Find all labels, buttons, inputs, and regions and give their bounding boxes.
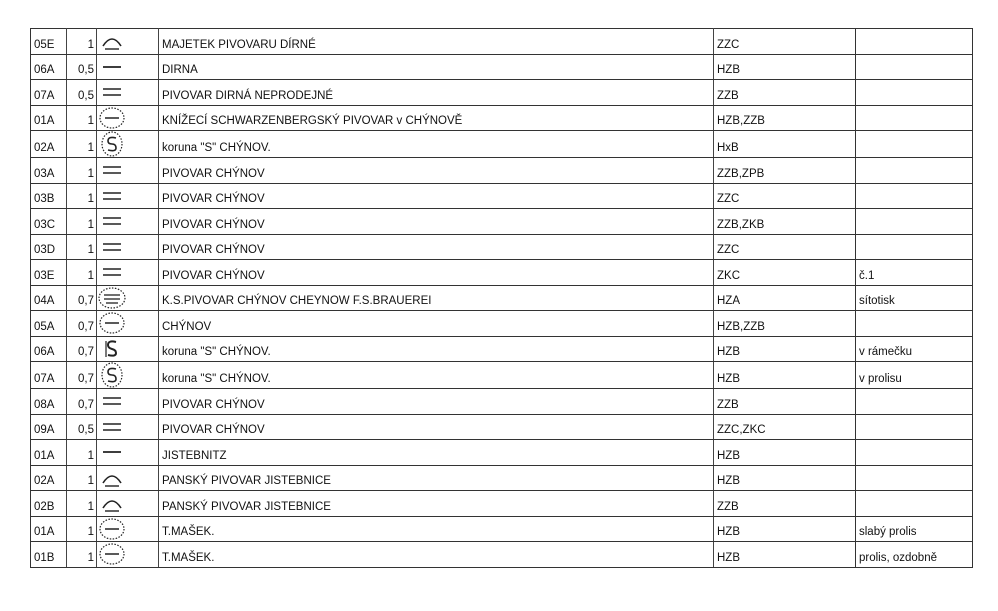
row-blank (127, 389, 159, 415)
row-type: HZB,ZZB (714, 105, 856, 131)
row-code: 05E (31, 29, 67, 55)
row-note: prolis, ozdobně (856, 542, 973, 568)
row-symbol (97, 183, 127, 209)
row-note (856, 105, 973, 131)
dotted-oval-icon (97, 542, 127, 566)
row-blank (127, 29, 159, 55)
row-type: ZZC,ZKC (714, 414, 856, 440)
row-code: 03D (31, 234, 67, 260)
row-note (856, 440, 973, 466)
row-blank (127, 285, 159, 311)
table-row (31, 80, 973, 106)
row-name: PIVOVAR CHÝNOV (159, 389, 714, 415)
row-size: 0,7 (67, 311, 97, 337)
row-name: T.MAŠEK. (159, 516, 714, 542)
row-symbol (97, 158, 127, 184)
row-note (856, 131, 973, 158)
double-line-icon (97, 185, 127, 207)
single-line-icon (97, 56, 127, 78)
row-blank (127, 414, 159, 440)
row-size: 0,7 (67, 389, 97, 415)
row-symbol (97, 80, 127, 106)
catalog-rows (31, 29, 973, 568)
row-code: 02B (31, 491, 67, 517)
row-code: 01A (31, 105, 67, 131)
single-line-icon (97, 441, 127, 463)
row-size: 1 (67, 516, 97, 542)
row-note (856, 234, 973, 260)
row-code: 07A (31, 362, 67, 389)
row-type: ZZB (714, 389, 856, 415)
row-name: PIVOVAR DIRNÁ NEPRODEJNÉ (159, 80, 714, 106)
row-name: koruna "S" CHÝNOV. (159, 336, 714, 362)
table-row (31, 465, 973, 491)
row-blank (127, 183, 159, 209)
row-symbol (97, 516, 127, 542)
double-line-icon (97, 210, 127, 232)
row-code: 08A (31, 389, 67, 415)
table-row (31, 158, 973, 184)
row-note: slabý prolis (856, 516, 973, 542)
row-size: 1 (67, 183, 97, 209)
row-type: ZZB,ZKB (714, 209, 856, 235)
double-line-icon (97, 261, 127, 283)
row-name: PIVOVAR CHÝNOV (159, 414, 714, 440)
row-note (856, 465, 973, 491)
row-symbol (97, 285, 127, 311)
row-name: KNÍŽECÍ SCHWARZENBERGSKÝ PIVOVAR v CHÝNOVĚ (159, 105, 714, 131)
row-code: 02A (31, 131, 67, 158)
row-type: HZB (714, 336, 856, 362)
table-row (31, 440, 973, 466)
row-code: 03B (31, 183, 67, 209)
double-line-icon (97, 236, 127, 258)
row-code: 06A (31, 336, 67, 362)
arch-icon (97, 492, 127, 514)
row-size: 1 (67, 29, 97, 55)
row-symbol (97, 542, 127, 568)
row-note (856, 29, 973, 55)
table-row (31, 54, 973, 80)
table-row (31, 285, 973, 311)
row-blank (127, 234, 159, 260)
row-type: ZZC (714, 183, 856, 209)
row-type: ZZB,ZPB (714, 158, 856, 184)
row-symbol (97, 336, 127, 362)
dotted-oval-lines-icon (97, 286, 127, 310)
row-blank (127, 336, 159, 362)
row-name: koruna "S" CHÝNOV. (159, 131, 714, 158)
row-code: 06A (31, 54, 67, 80)
row-symbol (97, 131, 127, 158)
row-symbol (97, 465, 127, 491)
row-type: HZB (714, 516, 856, 542)
row-type: ZZC (714, 234, 856, 260)
row-blank (127, 440, 159, 466)
row-size: 0,7 (67, 336, 97, 362)
table-row (31, 260, 973, 286)
row-size: 1 (67, 105, 97, 131)
row-blank (127, 158, 159, 184)
row-name: PANSKÝ PIVOVAR JISTEBNICE (159, 465, 714, 491)
row-symbol (97, 105, 127, 131)
row-size: 1 (67, 209, 97, 235)
row-symbol (97, 491, 127, 517)
row-size: 0,7 (67, 285, 97, 311)
dotted-oval-icon (97, 106, 127, 130)
row-code: 02A (31, 465, 67, 491)
row-blank (127, 542, 159, 568)
row-type: HZB (714, 542, 856, 568)
row-note (856, 183, 973, 209)
row-symbol (97, 362, 127, 389)
row-type: ZZC (714, 29, 856, 55)
double-line-icon (97, 159, 127, 181)
row-symbol (97, 54, 127, 80)
row-code: 09A (31, 414, 67, 440)
row-blank (127, 105, 159, 131)
row-name: koruna "S" CHÝNOV. (159, 362, 714, 389)
row-type: ZKC (714, 260, 856, 286)
row-note (856, 389, 973, 415)
row-size: 1 (67, 542, 97, 568)
row-blank (127, 362, 159, 389)
row-size: 0,5 (67, 414, 97, 440)
row-note (856, 209, 973, 235)
arch-icon (97, 467, 127, 489)
table-row (31, 311, 973, 337)
row-name: PIVOVAR CHÝNOV (159, 209, 714, 235)
row-code: 03A (31, 158, 67, 184)
dotted-oval-icon (97, 311, 127, 335)
table-row (31, 491, 973, 517)
double-line-icon (97, 81, 127, 103)
table-row (31, 389, 973, 415)
row-blank (127, 209, 159, 235)
row-code: 07A (31, 80, 67, 106)
row-name: PIVOVAR CHÝNOV (159, 183, 714, 209)
dotted-oval-s-icon (97, 362, 127, 388)
row-note: č.1 (856, 260, 973, 286)
row-name: PIVOVAR CHÝNOV (159, 260, 714, 286)
row-code: 04A (31, 285, 67, 311)
row-note (856, 491, 973, 517)
row-name: PIVOVAR CHÝNOV (159, 158, 714, 184)
row-name: PIVOVAR CHÝNOV (159, 234, 714, 260)
row-type: HZB,ZZB (714, 311, 856, 337)
table-row (31, 131, 973, 158)
row-type: HZB (714, 465, 856, 491)
row-size: 0,5 (67, 54, 97, 80)
double-line-icon (97, 416, 127, 438)
row-type: HZB (714, 54, 856, 80)
row-size: 1 (67, 491, 97, 517)
arch-icon (97, 30, 127, 52)
row-name: DIRNA (159, 54, 714, 80)
row-type: HZB (714, 440, 856, 466)
dotted-oval-s-icon (97, 131, 127, 157)
row-note (856, 80, 973, 106)
row-name: JISTEBNITZ (159, 440, 714, 466)
row-type: HxB (714, 131, 856, 158)
table-row (31, 414, 973, 440)
row-code: 01B (31, 542, 67, 568)
row-symbol (97, 440, 127, 466)
row-size: 0,7 (67, 362, 97, 389)
row-symbol (97, 414, 127, 440)
row-type: HZA (714, 285, 856, 311)
table-row (31, 362, 973, 389)
row-name: K.S.PIVOVAR CHÝNOV CHEYNOW F.S.BRAUEREI (159, 285, 714, 311)
row-type: HZB (714, 362, 856, 389)
row-name: MAJETEK PIVOVARU DÍRNÉ (159, 29, 714, 55)
row-note (856, 311, 973, 337)
catalog-table (30, 28, 973, 568)
table-row (31, 29, 973, 55)
row-size: 1 (67, 440, 97, 466)
row-code: 03C (31, 209, 67, 235)
row-symbol (97, 29, 127, 55)
row-symbol (97, 260, 127, 286)
table-row (31, 516, 973, 542)
row-type: ZZB (714, 491, 856, 517)
row-blank (127, 80, 159, 106)
row-size: 1 (67, 158, 97, 184)
s-glyph-icon (97, 337, 127, 361)
double-line-icon (97, 390, 127, 412)
table-row (31, 336, 973, 362)
row-code: 01A (31, 440, 67, 466)
row-code: 05A (31, 311, 67, 337)
row-blank (127, 260, 159, 286)
row-code: 03E (31, 260, 67, 286)
row-blank (127, 465, 159, 491)
row-note: v prolisu (856, 362, 973, 389)
row-symbol (97, 389, 127, 415)
row-note (856, 54, 973, 80)
table-row (31, 105, 973, 131)
table-row (31, 234, 973, 260)
row-symbol (97, 209, 127, 235)
row-note (856, 158, 973, 184)
row-note: sítotisk (856, 285, 973, 311)
row-type: ZZB (714, 80, 856, 106)
row-size: 0,5 (67, 80, 97, 106)
row-symbol (97, 311, 127, 337)
row-note (856, 414, 973, 440)
row-symbol (97, 234, 127, 260)
table-row (31, 183, 973, 209)
row-code: 01A (31, 516, 67, 542)
row-name: PANSKÝ PIVOVAR JISTEBNICE (159, 491, 714, 517)
dotted-oval-icon (97, 517, 127, 541)
row-size: 1 (67, 260, 97, 286)
row-size: 1 (67, 465, 97, 491)
row-name: CHÝNOV (159, 311, 714, 337)
row-size: 1 (67, 131, 97, 158)
row-blank (127, 311, 159, 337)
row-blank (127, 491, 159, 517)
table-row (31, 542, 973, 568)
row-blank (127, 516, 159, 542)
row-blank (127, 131, 159, 158)
table-row (31, 209, 973, 235)
row-size: 1 (67, 234, 97, 260)
row-blank (127, 54, 159, 80)
row-name: T.MAŠEK. (159, 542, 714, 568)
catalog-sheet (30, 28, 972, 568)
row-note: v rámečku (856, 336, 973, 362)
